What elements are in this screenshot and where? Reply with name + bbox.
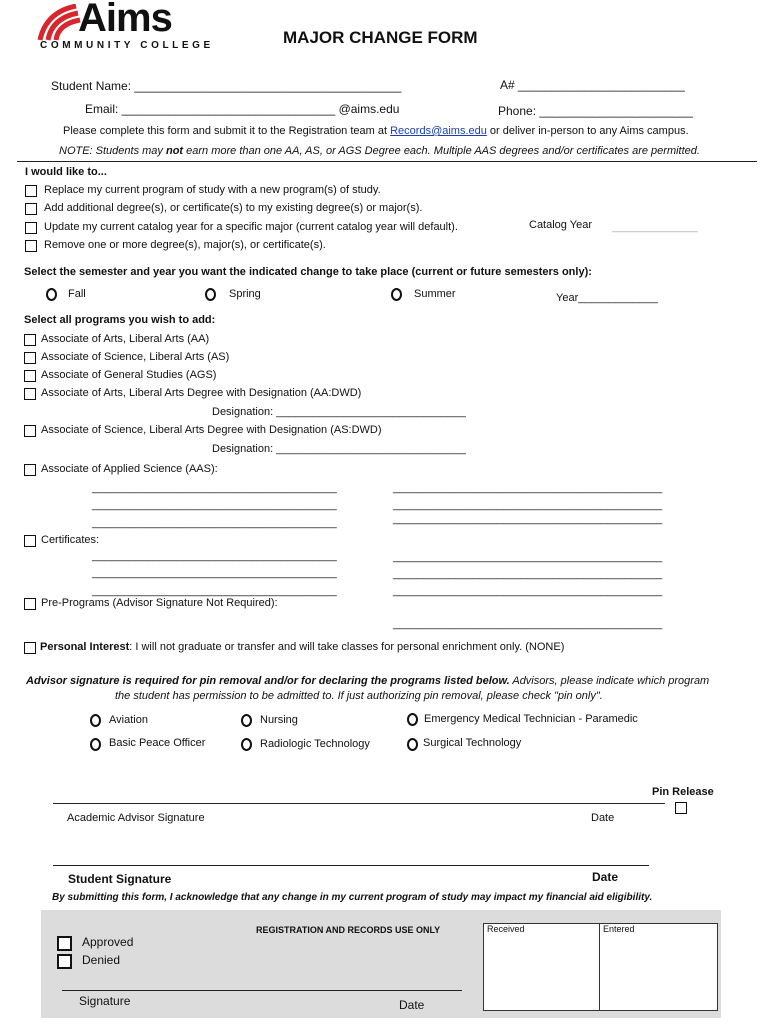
i-would-like-heading: I would like to... <box>25 166 107 178</box>
option-add-checkbox[interactable] <box>25 203 37 215</box>
aas-label: Associate of Applied Science (AAS): <box>41 463 218 475</box>
approved-label: Approved <box>82 935 134 949</box>
summer-label: Summer <box>414 288 456 300</box>
as-checkbox[interactable] <box>24 352 36 364</box>
ags-label: Associate of General Studies (AGS) <box>41 369 217 381</box>
aas-blank-left-1[interactable]: ________________________________________ <box>92 482 337 494</box>
programs-heading: Select all programs you wish to add: <box>24 314 216 326</box>
entered-box[interactable] <box>599 923 718 1011</box>
approved-checkbox[interactable] <box>57 936 72 951</box>
cert-blank-left-2[interactable]: ________________________________________ <box>92 567 337 579</box>
entered-label: Entered <box>603 924 635 934</box>
cert-blank-right-1[interactable]: ____________________________________________ <box>393 551 663 563</box>
option-add-label: Add additional degree(s), or certificate(s) to my existing degree(s) or major(s). <box>44 202 423 214</box>
cert-blank-left-3[interactable]: ________________________________________ <box>92 585 337 597</box>
aa-dwd-label: Associate of Arts, Liberal Arts Degree with Designation (AA:DWD) <box>41 387 362 399</box>
fall-label: Fall <box>68 288 86 300</box>
basic-peace-officer-radio[interactable] <box>90 738 101 751</box>
section-divider <box>17 161 757 162</box>
certificates-checkbox[interactable] <box>24 535 36 547</box>
instructions-text: Please complete this form and submit it to the Registration team at Records@aims.edu or deliver in-person to any Aims campus. <box>63 125 689 137</box>
year-field[interactable]: Year_____________ <box>556 292 658 304</box>
designation-field-2[interactable]: Designation: _______________________________ <box>212 443 466 455</box>
pin-release-checkbox[interactable] <box>675 802 687 814</box>
semester-heading: Select the semester and year you want the indicated change to take place (current or future semesters only): <box>24 266 592 278</box>
advisor-signature-label: Academic Advisor Signature <box>67 812 205 824</box>
certificates-label: Certificates: <box>41 534 100 546</box>
phone-field[interactable]: Phone: _______________________ <box>498 104 693 118</box>
office-use-heading: REGISTRATION AND RECORDS USE ONLY <box>256 925 441 935</box>
denied-checkbox[interactable] <box>57 954 72 969</box>
summer-radio[interactable] <box>391 288 402 301</box>
catalog-year-label: Catalog Year <box>529 219 592 231</box>
logo-swoosh-icon <box>36 4 82 42</box>
option-replace-checkbox[interactable] <box>25 185 37 197</box>
received-box[interactable] <box>483 923 601 1011</box>
aims-logo <box>36 2 212 54</box>
aviation-radio[interactable] <box>90 714 101 727</box>
advisor-date-label: Date <box>591 812 615 824</box>
catalog-year-field[interactable]: ______________ <box>612 221 698 233</box>
advisor-instructions-line2: the student has permission to be admitted to. If just authorizing pin removal, please check "pin only". <box>115 690 603 702</box>
personal-interest-checkbox[interactable] <box>24 642 36 654</box>
cert-blank-left-1[interactable]: ________________________________________ <box>92 550 337 562</box>
fall-radio[interactable] <box>46 288 57 301</box>
aas-blank-right-3[interactable]: ____________________________________________ <box>393 513 663 525</box>
personal-interest-label: Personal Interest: I will not graduate or transfer and will take classes for personal enrichment only. (NONE) <box>40 641 565 653</box>
option-update-checkbox[interactable] <box>25 222 37 234</box>
aa-label: Associate of Arts, Liberal Arts (AA) <box>41 333 210 345</box>
aas-blank-right-1[interactable]: ____________________________________________ <box>393 482 663 494</box>
as-dwd-checkbox[interactable] <box>24 425 36 437</box>
office-signature-label: Signature <box>79 994 131 1008</box>
student-signature-label: Student Signature <box>68 872 172 886</box>
records-email-link[interactable]: Records@aims.edu <box>390 125 487 137</box>
surgical-technology-label: Surgical Technology <box>423 737 522 749</box>
radiologic-technology-label: Radiologic Technology <box>260 738 370 750</box>
spring-radio[interactable] <box>205 288 216 301</box>
aas-blank-right-2[interactable]: ____________________________________________ <box>393 499 663 511</box>
aa-dwd-checkbox[interactable] <box>24 388 36 400</box>
surgical-technology-radio[interactable] <box>407 738 418 751</box>
aas-blank-left-2[interactable]: ________________________________________ <box>92 499 337 511</box>
designation-field-1[interactable]: Designation: _______________________________ <box>212 406 466 418</box>
financial-aid-disclaimer: By submitting this form, I acknowledge that any change in my current program of study may impact my financial aid eligibility. <box>52 892 653 903</box>
email-field[interactable]: Email: ________________________________ @aims.edu <box>85 102 400 116</box>
radiologic-technology-radio[interactable] <box>241 738 252 751</box>
as-dwd-label: Associate of Science, Liberal Arts Degree with Designation (AS:DWD) <box>41 424 382 436</box>
page-title: MAJOR CHANGE FORM <box>283 28 478 47</box>
emt-paramedic-label: Emergency Medical Technician - Paramedic <box>424 713 638 725</box>
pre-programs-blank[interactable]: ____________________________________________ <box>393 618 663 630</box>
nursing-label: Nursing <box>260 714 298 726</box>
received-label: Received <box>487 924 525 934</box>
student-signature-line[interactable] <box>53 865 649 866</box>
option-remove-checkbox[interactable] <box>25 240 37 252</box>
logo-brand-text: Aims <box>78 0 172 40</box>
student-name-field[interactable]: Student Name: ________________________________________ <box>51 79 402 93</box>
aas-blank-left-3[interactable]: ________________________________________ <box>92 517 337 529</box>
cert-blank-right-2[interactable]: ____________________________________________ <box>393 568 663 580</box>
spring-label: Spring <box>229 288 261 300</box>
student-date-label: Date <box>592 870 619 884</box>
emt-paramedic-radio[interactable] <box>407 713 418 726</box>
office-signature-line[interactable] <box>62 990 462 991</box>
note-text: NOTE: Students may not earn more than one AA, AS, or AGS Degree each. Multiple AAS degrees and/or certificates are permitted. <box>59 145 700 157</box>
a-number-field[interactable]: A# _________________________ <box>500 78 685 92</box>
ags-checkbox[interactable] <box>24 370 36 382</box>
pin-release-label: Pin Release <box>652 786 714 798</box>
basic-peace-officer-label: Basic Peace Officer <box>109 737 206 749</box>
pre-programs-label: Pre-Programs (Advisor Signature Not Required): <box>41 597 278 609</box>
aa-checkbox[interactable] <box>24 334 36 346</box>
advisor-instructions: Advisor signature is required for pin removal and/or for declaring the programs listed below. Advisors, please indicate which program <box>26 675 710 687</box>
logo-sub-text: COMMUNITY COLLEGE <box>40 40 214 51</box>
aas-checkbox[interactable] <box>24 464 36 476</box>
as-label: Associate of Science, Liberal Arts (AS) <box>41 351 230 363</box>
pre-programs-checkbox[interactable] <box>24 598 36 610</box>
denied-label: Denied <box>82 953 121 967</box>
office-date-label: Date <box>399 998 425 1012</box>
option-replace-label: Replace my current program of study with a new program(s) of study. <box>44 184 381 196</box>
option-update-label: Update my current catalog year for a specific major (current catalog year will default). <box>44 221 458 233</box>
cert-blank-right-3[interactable]: ____________________________________________ <box>393 585 663 597</box>
option-remove-label: Remove one or more degree(s), major(s), or certificate(s). <box>44 239 326 251</box>
advisor-signature-line[interactable] <box>53 803 665 804</box>
aviation-label: Aviation <box>109 714 148 726</box>
nursing-radio[interactable] <box>241 714 252 727</box>
